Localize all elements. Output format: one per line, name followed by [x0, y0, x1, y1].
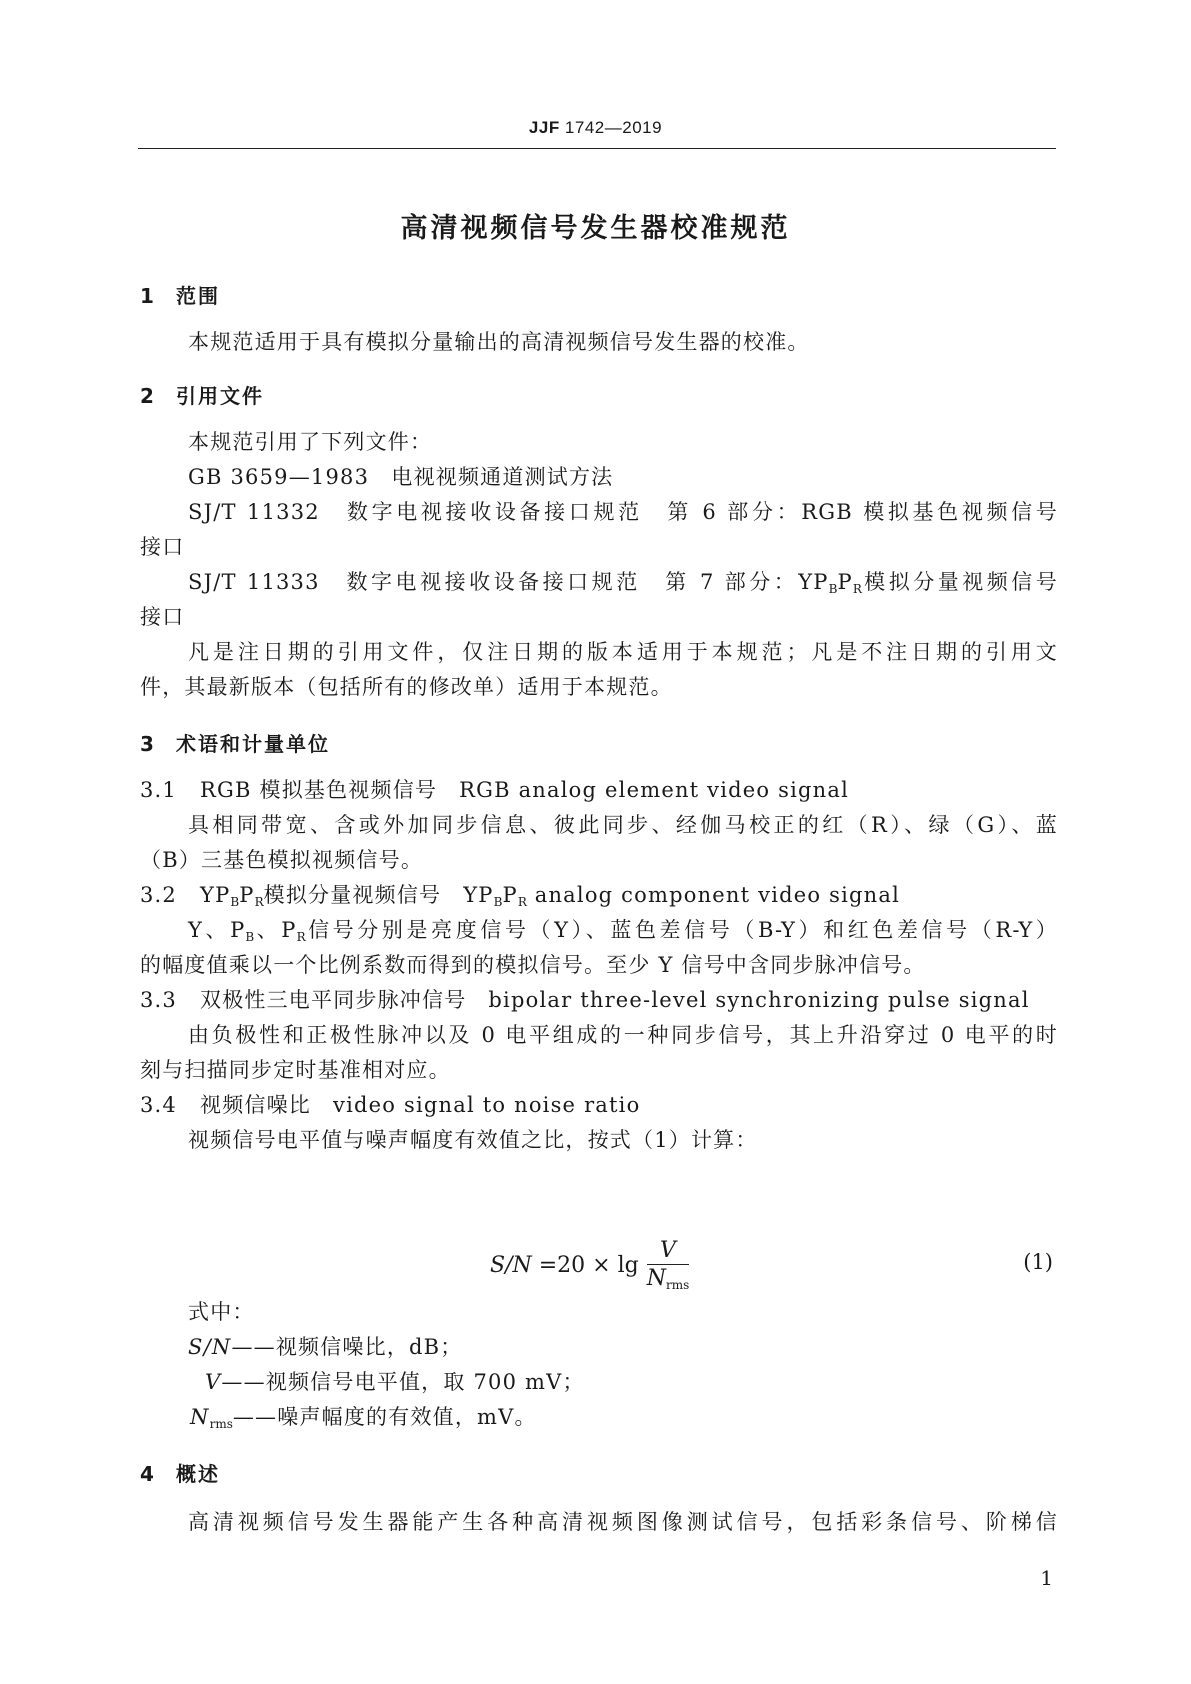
subscript-b: B [245, 930, 255, 944]
section-1-title: 范围 [176, 284, 220, 308]
where-symbol-v: V [205, 1370, 222, 1394]
term-3-2-cn-y: YP [200, 883, 231, 907]
reference-3-tail: 模拟分量视频信号 [861, 570, 1058, 594]
header-code: 1742—2019 [559, 118, 663, 137]
page-number: 1 [1040, 1566, 1053, 1590]
term-3-3-definition-line-1: 由负极性和正极性脉冲以及 0 电平组成的一种同步信号，其上升沿穿过 0 电平的时 [188, 1023, 1058, 1047]
section-2-intro: 本规范引用了下列文件： [188, 430, 433, 454]
formula-operator: =20 × lg [531, 1253, 639, 1278]
where-item-nrms [190, 1405, 1108, 1431]
term-3-2-cn-p: P [239, 883, 255, 907]
term-3-3-english: bipolar three-level synchronizing pulse signal [488, 988, 1030, 1012]
formula-denominator [647, 1265, 690, 1294]
reference-note-line-2: 件，其最新版本（包括所有的修改单）适用于本规范。 [140, 675, 673, 699]
def-p: 、P [254, 918, 297, 942]
reference-3-line-1 [188, 570, 1058, 596]
reference-1: GB 3659—1983 电视视频通道测试方法 [188, 465, 614, 489]
subscript-r: R [254, 895, 264, 909]
where-symbol-sn: S/N [188, 1335, 232, 1359]
section-1-number: 1 [140, 284, 156, 308]
term-3-2-number: 3.2 [140, 883, 177, 907]
term-3-4-english: video signal to noise ratio [333, 1093, 641, 1117]
subscript-b: B [828, 582, 838, 596]
term-3-2-en-p: P [502, 883, 518, 907]
term-3-4-number: 3.4 [140, 1093, 177, 1117]
reference-3-p: P [837, 570, 853, 594]
subscript-b: B [493, 895, 503, 909]
term-3-2-english: analog component video signal [526, 883, 901, 907]
term-3-2-definition-line-1 [188, 918, 1058, 944]
section-4-number: 4 [140, 1462, 156, 1486]
header-prefix: JJF [528, 118, 560, 137]
term-3-1-definition-line-1: 具相同带宽、含或外加同步信息、彼此同步、经伽马校正的红（R）、绿（G）、蓝 [188, 813, 1058, 837]
section-3-title: 术语和计量单位 [176, 732, 330, 756]
def-y-p: Y、P [188, 918, 246, 942]
where-label: 式中： [188, 1300, 255, 1324]
subscript-r: R [517, 895, 527, 909]
where-text-nrms: ——噪声幅度的有效值，mV。 [232, 1405, 537, 1429]
running-header [0, 118, 1191, 138]
reference-3-line-2: 接口 [140, 605, 185, 629]
document-title: 高清视频信号发生器校准规范 [400, 213, 791, 244]
reference-2-line-1: SJ/T 11332 数字电视接收设备接口规范 第 6 部分：RGB 模拟基色视频信号 [188, 500, 1058, 524]
where-symbol-n: N [190, 1405, 210, 1429]
term-3-2 [140, 883, 1058, 909]
reference-2-line-2: 接口 [140, 535, 185, 559]
term-3-1-english: RGB analog element video signal [459, 778, 850, 802]
formula-number: (1) [1023, 1250, 1053, 1274]
def-text: 信号分别是亮度信号（Y）、蓝色差信号（B-Y）和红色差信号（R-Y） [305, 918, 1059, 942]
section-2-number: 2 [140, 384, 156, 408]
term-3-3 [140, 988, 1058, 1013]
section-4-heading [140, 1458, 220, 1487]
section-3-number: 3 [140, 732, 156, 756]
formula-fraction [647, 1238, 690, 1294]
section-1-body: 本规范适用于具有模拟分量输出的高清视频信号发生器的校准。 [188, 330, 810, 354]
section-4-title: 概述 [176, 1462, 220, 1486]
formula-numerator: V [647, 1238, 690, 1265]
term-3-2-definition-line-2: 的幅度值乘以一个比例系数而得到的模拟信号。至少 Y 信号中含同步脉冲信号。 [140, 953, 926, 977]
section-2-title: 引用文件 [176, 384, 264, 408]
subscript-b: B [230, 895, 240, 909]
reference-3-text: SJ/T 11333 数字电视接收设备接口规范 第 7 部分：YP [188, 570, 829, 594]
where-text-sn: ——视频信噪比，dB； [231, 1335, 463, 1359]
section-1-heading [140, 280, 220, 309]
term-3-1 [140, 778, 1058, 803]
term-3-1-number: 3.1 [140, 778, 177, 802]
where-item-v [205, 1370, 1123, 1395]
section-2-heading [140, 380, 264, 409]
section-3-heading [140, 728, 330, 757]
formula-denominator-n: N [646, 1266, 666, 1292]
term-3-4-definition: 视频信号电平值与噪声幅度有效值之比，按式（1）计算： [188, 1128, 758, 1152]
formula-lhs: S/N [490, 1253, 532, 1278]
where-symbol-rms: rms [209, 1417, 233, 1431]
term-3-4 [140, 1093, 1058, 1118]
subscript-r: R [852, 582, 862, 596]
term-3-3-chinese: 双极性三电平同步脉冲信号 [200, 988, 467, 1012]
where-text-v: ——视频信号电平值，取 700 mV； [221, 1370, 585, 1394]
term-3-2-chinese: 模拟分量视频信号 [263, 883, 442, 907]
term-3-4-chinese: 视频信噪比 [200, 1093, 311, 1117]
term-3-3-number: 3.3 [140, 988, 177, 1012]
section-4-body: 高清视频信号发生器能产生各种高清视频图像测试信号，包括彩条信号、阶梯信 [188, 1510, 1058, 1534]
header-rule [138, 148, 1056, 149]
where-item-sn [188, 1335, 1058, 1360]
term-3-3-definition-line-2: 刻与扫描同步定时基准相对应。 [140, 1058, 451, 1082]
term-3-1-chinese: RGB 模拟基色视频信号 [200, 778, 438, 802]
term-3-1-definition-line-2: （B）三基色模拟视频信号。 [140, 848, 424, 872]
subscript-r: R [296, 930, 306, 944]
reference-note-line-1: 凡是注日期的引用文件，仅注日期的版本适用于本规范；凡是不注日期的引用文 [188, 640, 1058, 664]
term-3-2-en-y: YP [463, 883, 494, 907]
formula-1 [490, 1238, 689, 1294]
formula-denominator-sub: rms [665, 1278, 690, 1293]
